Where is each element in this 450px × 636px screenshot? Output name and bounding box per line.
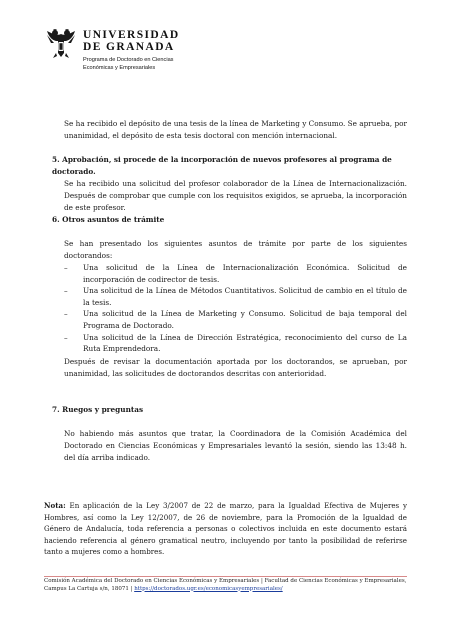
program-name-line1: Programa de Doctorado en Ciencias [83,57,174,63]
university-name-line1: UNIVERSIDAD [83,29,180,41]
list-item-text: Una solicitud de la Línea de Dirección Estratégica, reconocimiento del curso de La Ruta Emprendedora. [83,332,407,354]
note-text: En aplicación de la Ley 3/2007 de 22 de marzo, para la Igualdad Efectiva de Mujeres y Hombres, así como la Ley 12/2007, de 26 de noviembre, para la Promoción de la Igualdad de Género de Andalucía, toda referencia a personas o colectivos incluida en este documento estará haciendo referencia al género gramatical neutro, incluyendo por tanto la posibilidad de referirse tanto a mujeres como a hombres. [44,501,407,556]
new-professor-paragraph: Se ha recibido una solicitud del profesor colaborador de la Línea de Internacionalización. Después de comprobar que cumple con los requisitos exigidos, se aprueba, la incorporación de este profesor. [64,179,407,212]
note-label: Nota: [44,501,66,510]
list-item [64,332,407,355]
dash-bullet-icon: – [64,332,68,342]
section-6-heading: 6. Otros asuntos de trámite [52,215,165,224]
university-name [83,29,223,53]
footer-line1: Comisión Académica del Doctorado en Ciencias Económicas y Empresariales | Facultad de Ciencias Económicas y Empresariales, [44,578,407,584]
list-item-text: Una solicitud de la Línea de Métodos Cuantitativos. Solicitud de cambio en el título de la tesis. [83,286,407,307]
list-item-text: Una solicitud de la Línea de Internacionalización Económica. Solicitud de incorporación de codirector de tesis. [83,263,407,284]
marketing-paragraph: Se ha recibido el depósito de una tesis de la línea de Marketing y Consumo. Se aprueba, por unanimidad, el depósito de esta tesis doctoral con mención internacional. [64,119,407,140]
dash-bullet-icon: – [64,309,68,319]
document-footer [44,578,407,593]
footer-line2 [44,586,407,594]
university-name-line2: DE GRANADA [83,41,175,53]
dash-bullet-icon: – [64,286,68,296]
program-name-line2: Económicas y Empresariales [83,64,156,71]
closing-paragraph: No habiendo más asuntos que tratar, la Coordinadora de la Comisión Académica del Doctorado en Ciencias Económicas y Empresariales levantó la sesión, siendo las 13:48 h. del día arriba indicado. [64,429,407,462]
footer-address: Campus La Cartuja s/n, 18071 | [44,585,135,592]
list-item [64,308,407,331]
procedures-list [64,262,407,355]
section-7-heading: 7. Ruegos y preguntas [52,405,144,414]
approval-paragraph: Después de revisar la documentación aportada por los doctorandos, se aprueban, por unanimidad, las solicitudes de doctorandos descritas con anterioridad. [64,357,407,378]
list-item [64,285,407,308]
university-crest-icon [44,26,78,60]
procedures-intro-paragraph: Se han presentado los siguientes asuntos de trámite por parte de los siguientes doctorandos: [64,239,407,260]
list-item [64,262,407,285]
gender-note [44,500,407,558]
program-name [83,57,233,73]
dash-bullet-icon: – [64,263,68,272]
footer-divider [44,576,407,577]
list-item-text: Una solicitud de la Línea de Marketing y Consumo. Solicitud de baja temporal del Programa de Doctorado. [83,309,407,330]
footer-website-link[interactable]: https://doctorados.ugr.es/economicasyempresariales/ [134,585,283,592]
section-5-heading: 5. Aprobación, si procede de la incorporación de nuevos profesores al programa de doctorado. [52,155,392,176]
